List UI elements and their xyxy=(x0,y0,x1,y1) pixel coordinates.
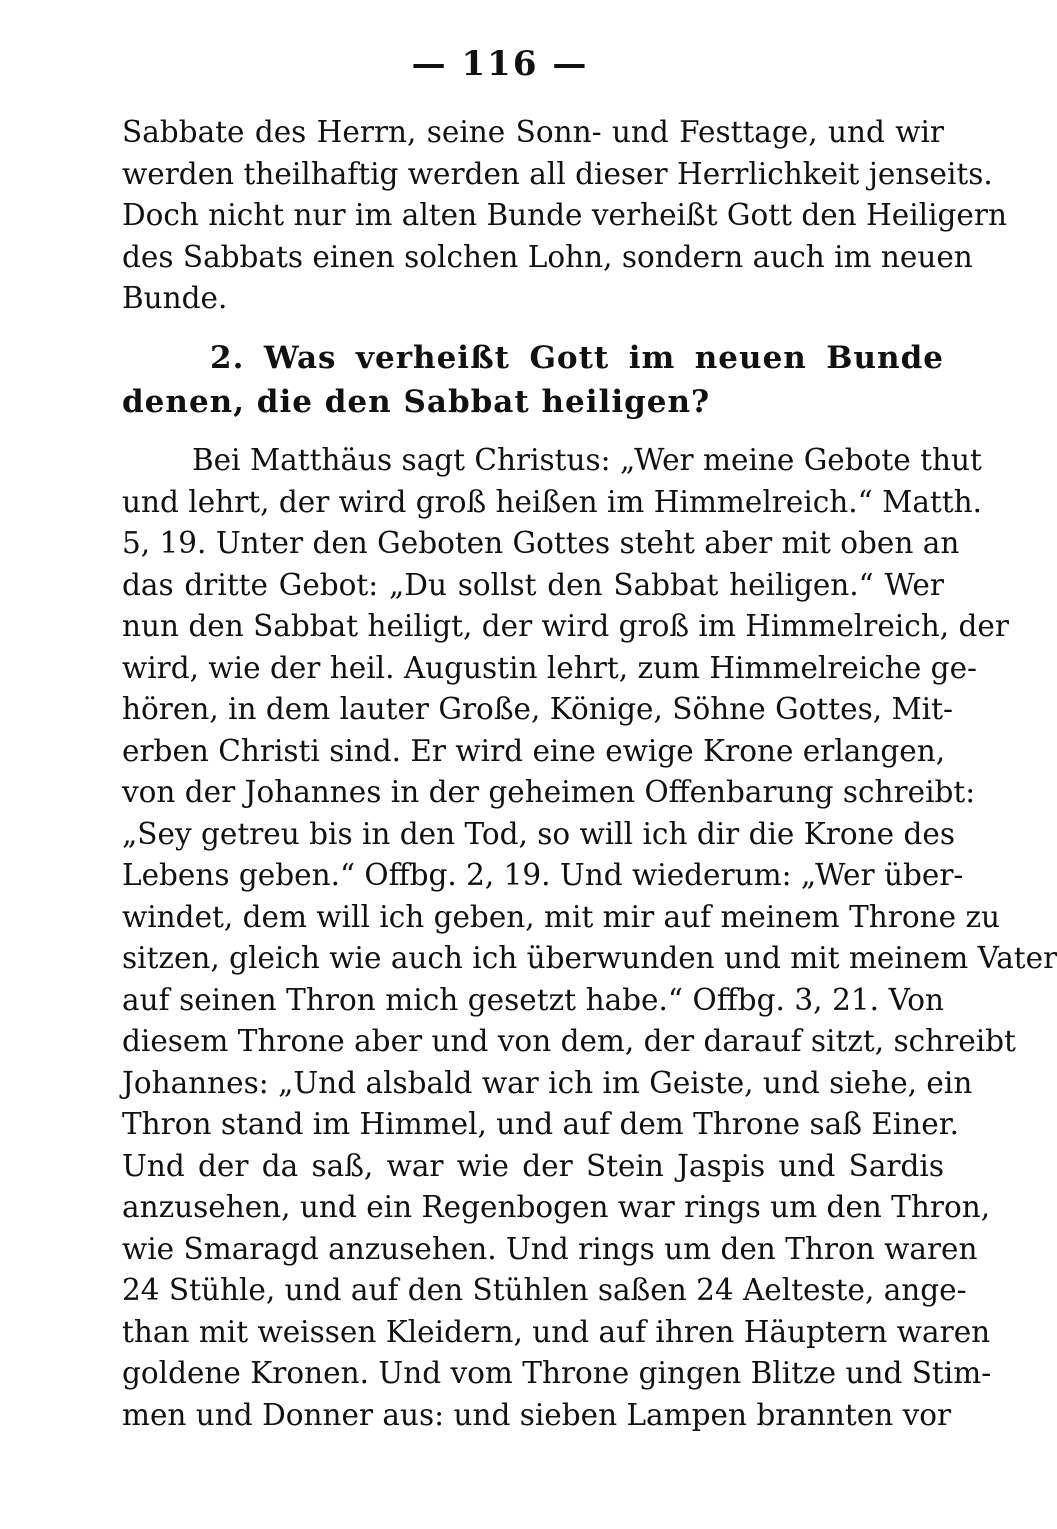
paragraph-continuation xyxy=(122,112,1007,320)
text-line: diesem Throne aber und von dem, der darauf sitzt, schreibt xyxy=(122,1024,1016,1058)
text-line: Bunde. xyxy=(122,281,228,315)
heading-line: denen, die den Sabbat heiligen? xyxy=(122,384,711,420)
paragraph-body xyxy=(122,440,1057,1436)
text-line: „Sey getreu bis in den Tod, so will ich dir die Krone des xyxy=(122,816,955,851)
text-line: than mit weissen Kleidern, und auf ihren Häuptern waren xyxy=(122,1314,991,1349)
text-line: Und der da saß, war wie der Stein Jaspis und Sardis xyxy=(122,1148,944,1183)
text-line: men und Donner aus: und sieben Lampen brannten vor xyxy=(122,1397,952,1432)
text-line: hören, in dem lauter Große, Könige, Söhne Gottes, Mit- xyxy=(122,692,953,726)
text-line: und lehrt, der wird groß heißen im Himmelreich.“ Matth. xyxy=(122,484,983,519)
text-line: Bei Matthäus sagt Christus: „Wer meine Gebote thut xyxy=(192,443,982,477)
text-line: 5, 19. Unter den Geboten Gottes steht aber mit oben an xyxy=(122,526,960,560)
text-line: Doch nicht nur im alten Bunde verheißt Gott den Heiligern xyxy=(122,198,1007,232)
text-line: werden theilhaftig werden all dieser Herrlichkeit jenseits. xyxy=(122,156,993,191)
text-line: Sabbate des Herrn, seine Sonn- und Festtage, und wir xyxy=(122,115,944,149)
text-line: goldene Kronen. Und vom Throne gingen Blitze und Stim- xyxy=(122,1356,992,1390)
text-line: Johannes: „Und alsbald war ich im Geiste, und siehe, ein xyxy=(122,1065,973,1100)
text-line: wie Smaragd anzusehen. Und rings um den Thron waren xyxy=(122,1231,978,1266)
text-line: von der Johannes in der geheimen Offenbarung schreibt: xyxy=(122,775,976,809)
text-line: windet, dem will ich geben, mit mir auf meinem Throne zu xyxy=(122,899,1001,934)
text-line: wird, wie der heil. Augustin lehrt, zum Himmelreiche ge- xyxy=(122,650,977,685)
section-heading xyxy=(122,336,944,424)
text-line: des Sabbats einen solchen Lohn, sondern auch im neuen xyxy=(122,239,973,274)
text-line: Thron stand im Himmel, und auf dem Throne saß Einer. xyxy=(122,1107,959,1141)
text-line: erben Christi sind. Er wird eine ewige Krone erlangen, xyxy=(122,733,946,768)
text-line: anzusehen, und ein Regenbogen war rings um den Thron, xyxy=(122,1190,991,1224)
heading-line: 2. Was verheißt Gott im neuen Bunde xyxy=(210,340,944,376)
text-line: auf seinen Thron mich gesetzt habe.“ Offbg. 3, 21. Von xyxy=(122,982,944,1017)
text-line: sitzen, gleich wie auch ich überwunden und mit meinem Vater xyxy=(122,941,1057,975)
text-line: 24 Stühle, und auf den Stühlen saßen 24 Aelteste, ange- xyxy=(122,1273,967,1307)
text-line: das dritte Gebot: „Du sollst den Sabbat heiligen.“ Wer xyxy=(122,567,944,602)
text-line: Lebens geben.“ Offbg. 2, 19. Und wiederum: „Wer über- xyxy=(122,858,964,892)
text-line: nun den Sabbat heiligt, der wird groß im Himmelreich, der xyxy=(122,609,1009,643)
page-number: — 116 — xyxy=(411,44,589,84)
